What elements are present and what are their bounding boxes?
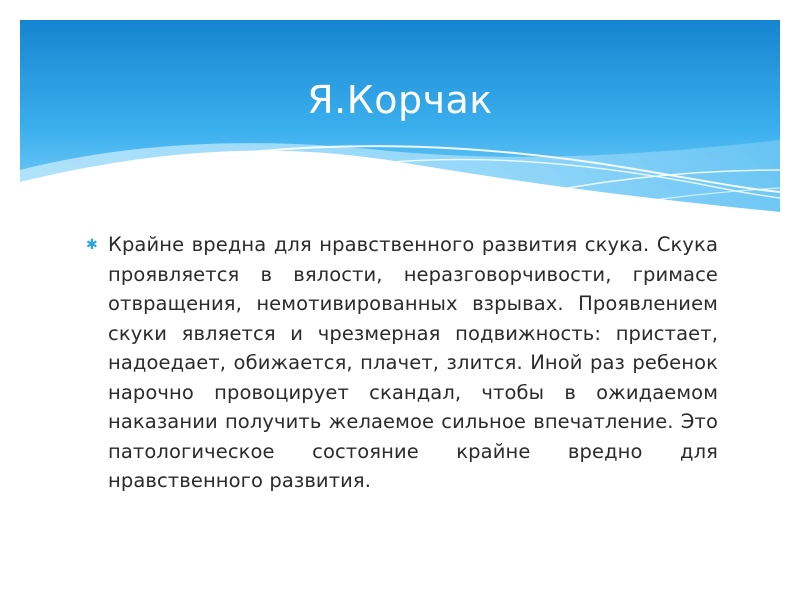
- title-banner: [20, 20, 780, 220]
- bullet-item: [86, 230, 718, 496]
- slide-title: Я.Корчак: [307, 78, 493, 122]
- slide-body: [86, 230, 718, 496]
- star-bullet-icon: ✱: [86, 237, 98, 253]
- bullet-text: Крайне вредна для нравственного развития скука. Скука проявляется в вялости, неразговорчивости, гримасе отвращения, немотивированных взрывах. Проявлением скуки является и чрезмерная подвижность: пристает, надоедает, обижается, плачет, злится. Иной раз ребенок нарочно провоцирует скандал, чтобы в ожидаемом наказании получить желаемое сильное впечатление. Это патологическое состояние крайне вредно для нравственного развития.: [108, 233, 718, 492]
